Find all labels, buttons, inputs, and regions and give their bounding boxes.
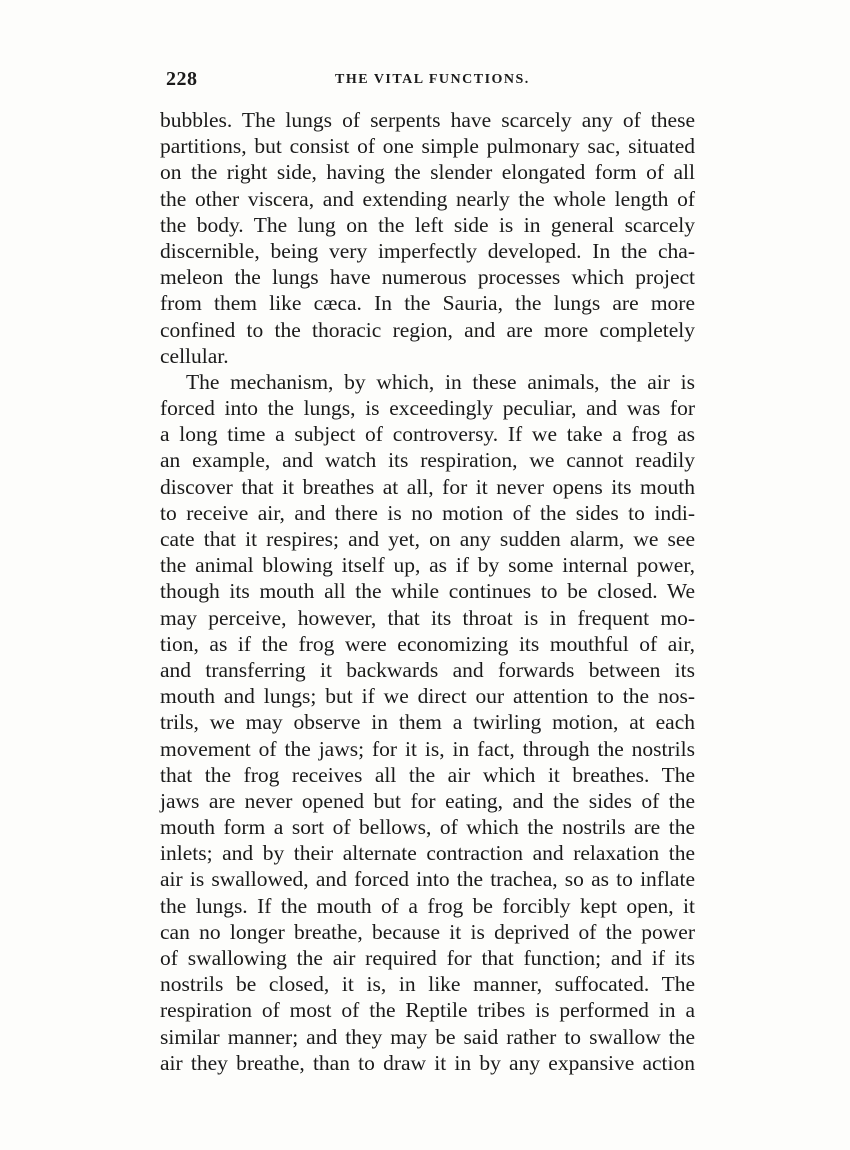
text-line: an example, and watch its respiration, we cannot readily xyxy=(160,448,695,473)
page-number: 228 xyxy=(166,68,198,90)
text-line: mouth and lungs; but if we direct our attention to the nos- xyxy=(160,684,695,709)
text-line: cate that it respires; and yet, on any sudden alarm, we see xyxy=(160,527,695,551)
text-line: partitions, but consist of one simple pulmonary sac, situated xyxy=(160,134,695,159)
text-line: confined to the thoracic region, and are more completely xyxy=(160,317,695,342)
text-line: jaws are never opened but for eating, and the sides of the xyxy=(160,788,695,813)
text-line: and transferring it backwards and forwards between its xyxy=(160,657,695,682)
text-line: air is swallowed, and forced into the trachea, so as to inflate xyxy=(160,867,695,892)
text-line: movement of the jaws; for it is, in fact, through the nostrils xyxy=(160,736,695,761)
text-line: air they breathe, than to draw it in by any expansive action xyxy=(160,1050,695,1075)
text-line: may perceive, however, that its throat is in frequent mo- xyxy=(160,605,695,630)
text-line: from them like cæca. In the Sauria, the lungs are more xyxy=(160,291,695,316)
text-line: the other viscera, and extending nearly the whole length of xyxy=(160,186,695,211)
running-head: THE VITAL FUNCTIONS. xyxy=(335,72,530,87)
text-line: tion, as if the frog were economizing its mouthful of air, xyxy=(160,631,695,656)
text-line: discernible, being very imperfectly developed. In the cha- xyxy=(160,238,695,263)
text-line: can no longer breathe, because it is deprived of the power xyxy=(160,919,695,944)
text-line: discover that it breathes at all, for it never opens its mouth xyxy=(160,474,695,499)
text-line: to receive air, and there is no motion of the sides to indi- xyxy=(160,500,695,525)
text-line: similar manner; and they may be said rather to swallow the xyxy=(160,1024,695,1049)
text-line: inlets; and by their alternate contraction and relaxation the xyxy=(160,841,695,866)
text-line: the lungs. If the mouth of a frog be forcibly kept open, it xyxy=(160,893,695,918)
text-line: meleon the lungs have numerous processes which project xyxy=(160,265,695,290)
text-line: that the frog receives all the air which it breathes. The xyxy=(160,762,695,787)
text-line: of swallowing the air required for that function; and if its xyxy=(160,946,695,970)
paragraph-start-line: The mechanism, by which, in these animals, the air is xyxy=(186,369,695,394)
text-line: trils, we may observe in them a twirling motion, at each xyxy=(160,710,695,735)
text-line: forced into the lungs, is exceedingly peculiar, and was for xyxy=(160,396,695,421)
text-line: the body. The lung on the left side is in general scarcely xyxy=(160,212,695,237)
text-line: a long time a subject of controversy. If we take a frog as xyxy=(160,422,695,447)
body-text xyxy=(160,107,695,1076)
text-line: the animal blowing itself up, as if by some internal power, xyxy=(160,553,695,578)
text-line: respiration of most of the Reptile tribes is performed in a xyxy=(160,998,695,1023)
text-line: mouth form a sort of bellows, of which the nostrils are the xyxy=(160,815,695,840)
page-header xyxy=(160,68,700,98)
text-line: bubbles. The lungs of serpents have scarcely any of these xyxy=(160,108,695,132)
text-line: on the right side, having the slender elongated form of all xyxy=(160,160,695,185)
text-line: though its mouth all the while continues to be closed. We xyxy=(160,579,695,604)
paragraph-end-line: cellular. xyxy=(160,343,229,368)
text-line: nostrils be closed, it is, in like manner, suffocated. The xyxy=(160,972,695,997)
